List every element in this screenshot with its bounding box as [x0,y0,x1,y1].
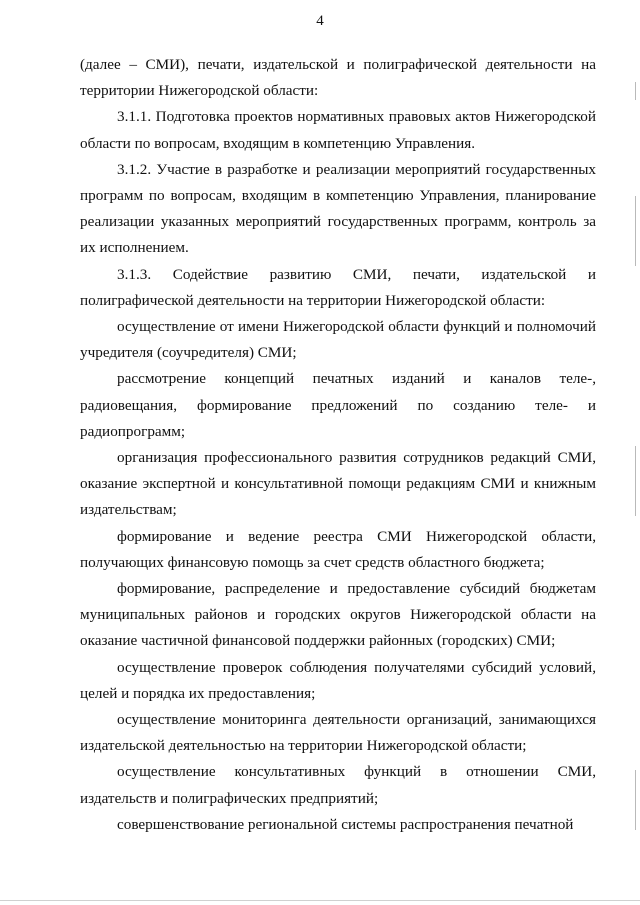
scan-edge-mark [635,446,636,516]
paragraph: формирование, распределение и предоставление субсидий бюджетам муниципальных районов и городских округов Нижегородской области на оказание частичной финансовой поддержки районных (городских) СМИ; [80,580,596,650]
paragraph: формирование и ведение реестра СМИ Нижегородской области, получающих финансовую помощь за счет средств областного бюджета; [80,527,596,571]
paragraph: осуществление консультативных функций в отношении СМИ, издательств и полиграфических предприятий; [80,763,596,807]
paragraph: 3.1.1. Подготовка проектов нормативных правовых актов Нижегородской области по вопросам, входящим в компетенцию Управления. [80,108,596,152]
paragraph: 3.1.3. Содействие развитию СМИ, печати, издательской и полиграфической деятельности на территории Нижегородской области: [80,265,596,309]
scan-edge-mark [635,196,636,266]
page-number: 4 [316,13,324,29]
paragraph: осуществление от имени Нижегородской области функций и полномочий учредителя (соучредителя) СМИ; [80,318,596,362]
paragraph: осуществление проверок соблюдения получателями субсидий условий, целей и порядка их предоставления; [80,658,596,702]
paragraph: 3.1.2. Участие в разработке и реализации мероприятий государственных программ по вопросам, входящим в компетенцию Управления, планирование реализации указанных мероприятий государственных программ, контроль за их исполнением. [80,160,596,257]
scan-edge-mark [635,82,636,100]
scan-edge-mark [635,770,636,830]
document-body [80,52,596,838]
paragraph: совершенствование региональной системы распространения печатной [117,815,574,833]
paragraph: осуществление мониторинга деятельности организаций, занимающихся издательской деятельностью на территории Нижегородской области; [80,711,596,755]
paragraph: рассмотрение концепций печатных изданий и каналов теле-, радиовещания, формирование предложений по созданию теле- и радиопрограмм; [80,370,596,440]
paragraph: (далее – СМИ), печати, издательской и полиграфической деятельности на территории Нижегородской области: [80,56,596,100]
paragraph: организация профессионального развития сотрудников редакций СМИ, оказание экспертной и консультативной помощи редакциям СМИ и книжным издательствам; [80,449,596,519]
scan-bottom-edge [0,900,640,901]
